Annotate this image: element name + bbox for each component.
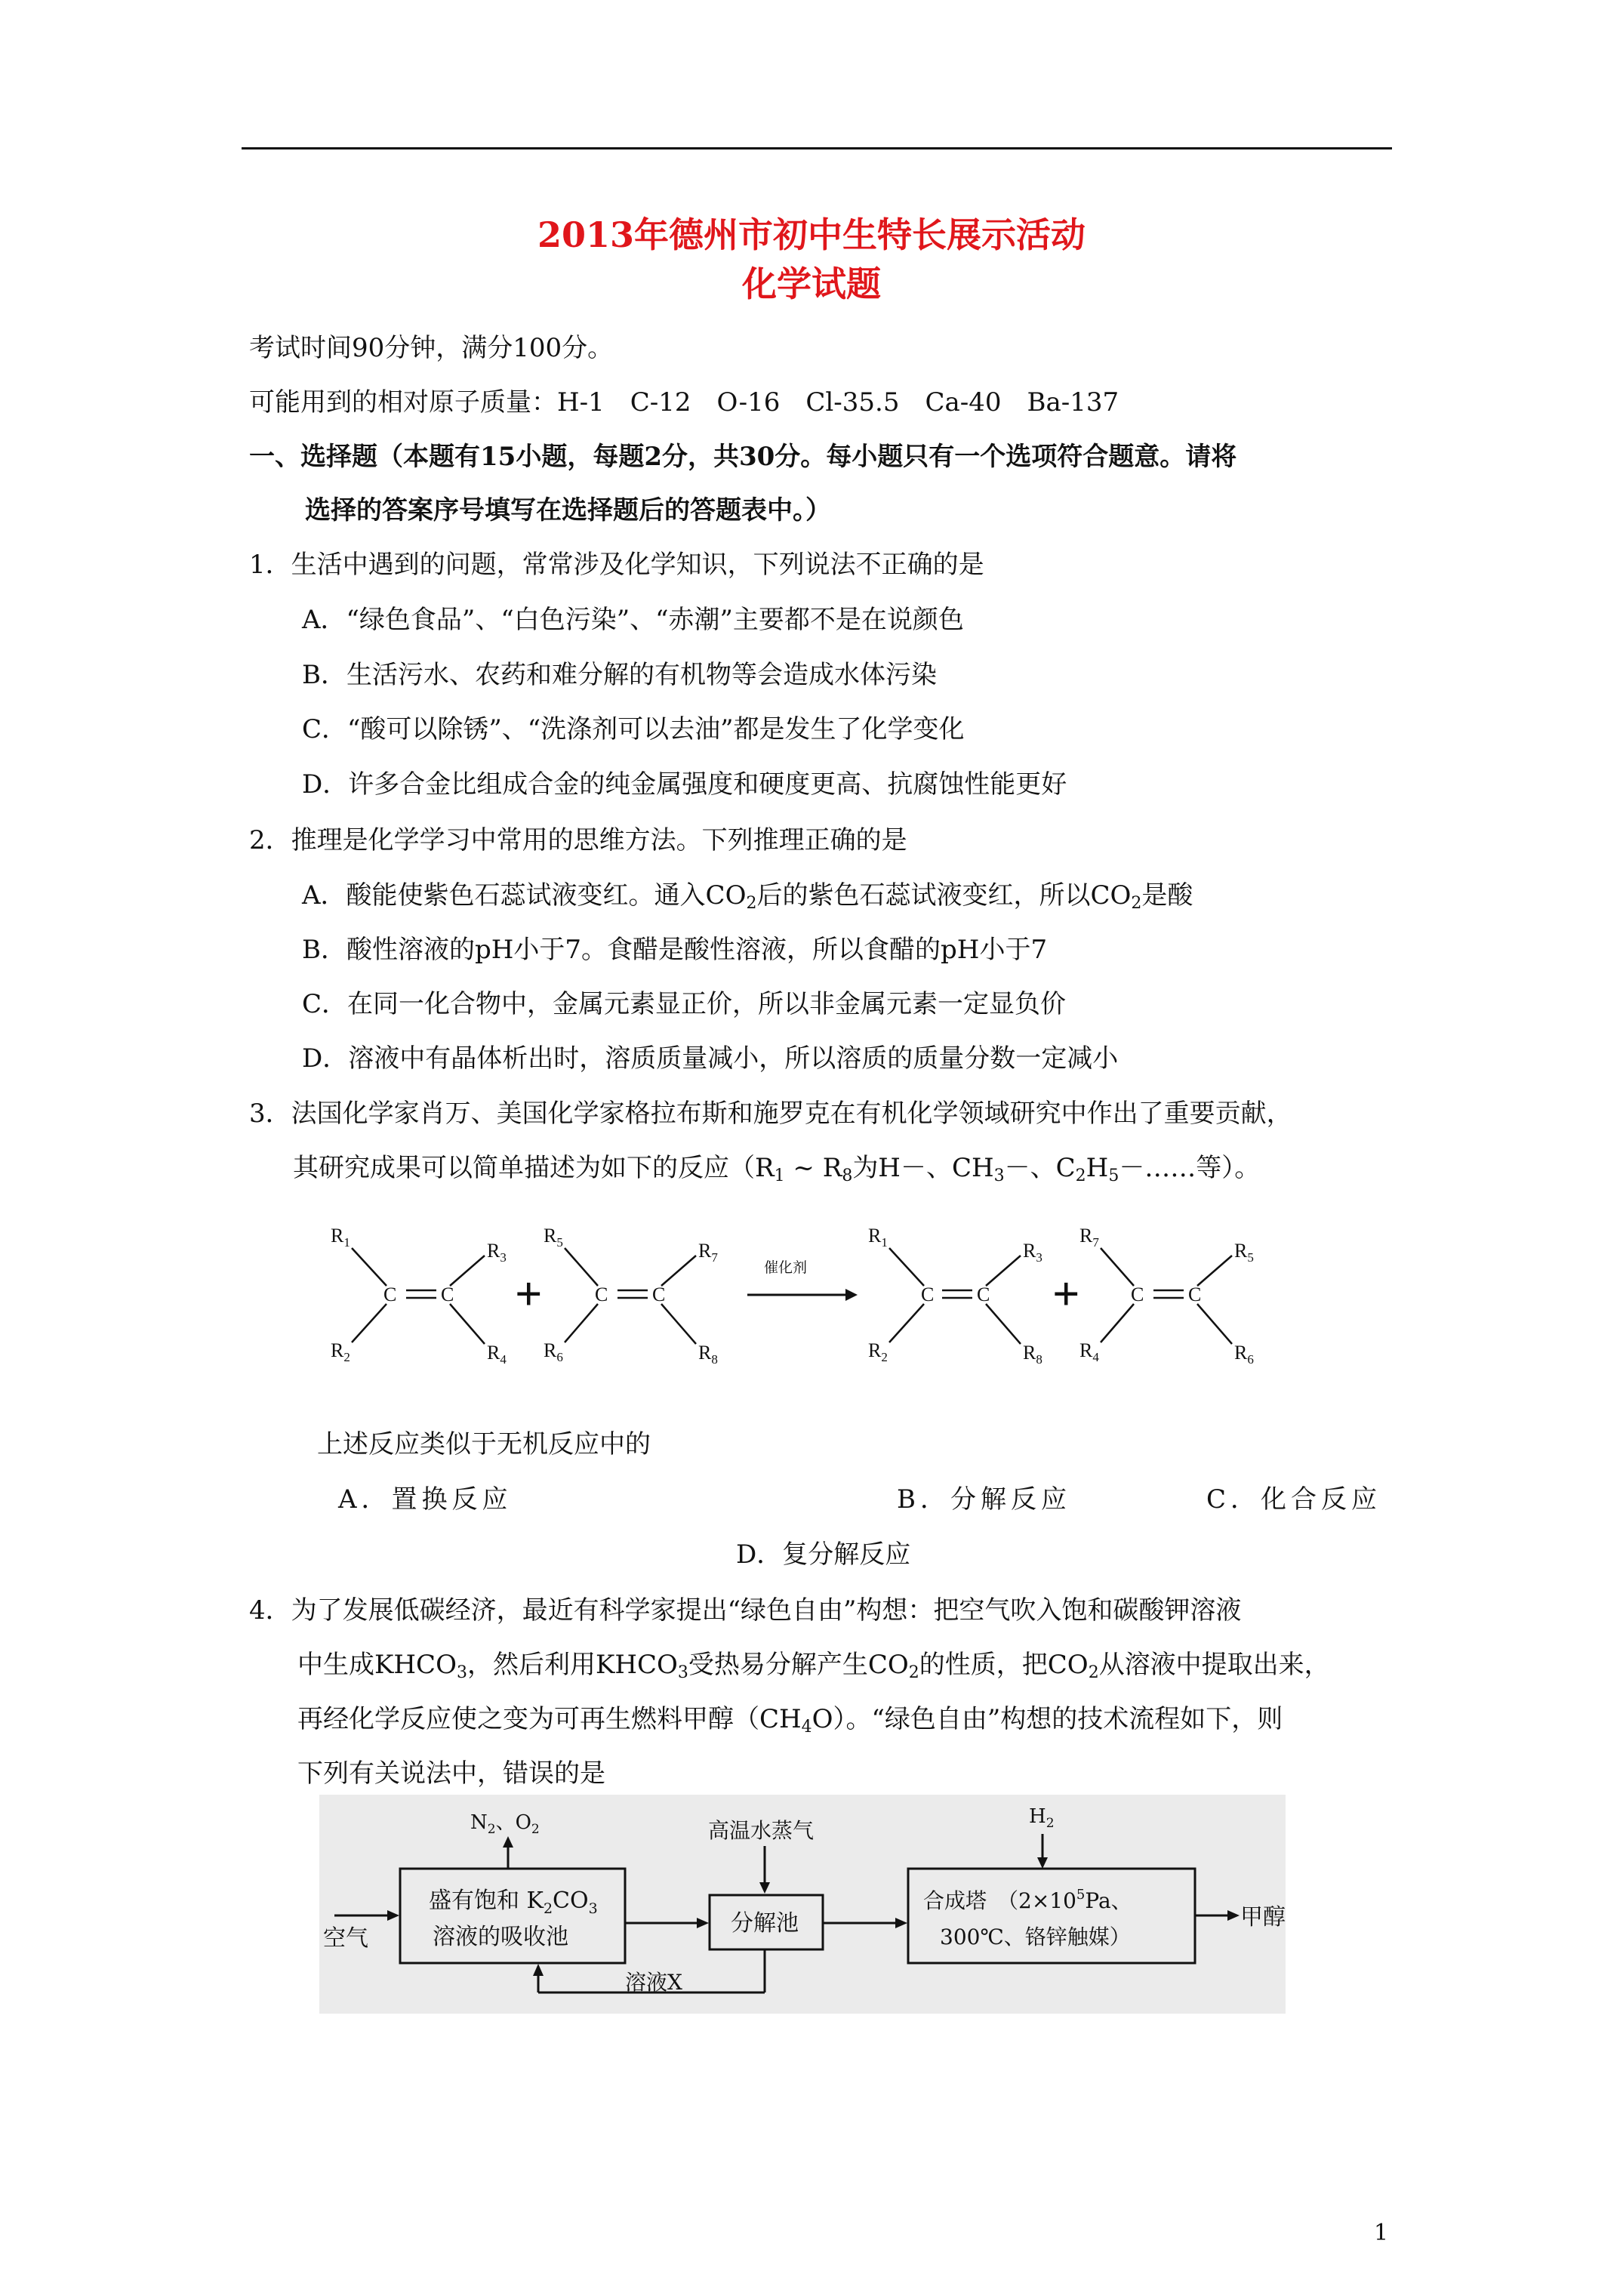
q3-stem: 3．法国化学家肖万、美国化学家格拉布斯和施罗克在有机化学领域研究中作出了重要贡献， (249, 1099, 1292, 1129)
svg-text:R1: $R_1$ (331, 1225, 350, 1250)
exam-time: 考试时间90分钟，满分100分。 (249, 333, 614, 363)
section-heading-cont: 选择的答案序号填写在选择题后的答题表中。） (305, 495, 831, 525)
svg-text:R2: $R_2$ (868, 1339, 888, 1364)
q3-option-a: A．置换反应 (338, 1484, 513, 1515)
svg-text:C: C (921, 1284, 935, 1305)
q4-stem-line2: 中生成$KHCO_3$，然后利用$KHCO_3$受热易分解产生$CO_2$的性质，把$CO_2$从溶液中提取出来， (297, 1650, 1330, 1682)
q3-followup: 上述反应类似于无机反应中的 (317, 1429, 651, 1459)
svg-text:C: C (1131, 1284, 1144, 1305)
svg-text:R3: $R_3$ (487, 1240, 507, 1265)
air-label: 空气 (323, 1925, 368, 1952)
plus-sign: + (515, 1267, 543, 1321)
q3-option-d: D．复分解反应 (736, 1539, 911, 1570)
atomic-masses: 可能用到的相对原子质量：H-1 C-12 O-16 Cl-35.5 Ca-40 Ba-137 (249, 387, 1119, 418)
svg-text:C: C (441, 1284, 454, 1305)
header-rule (242, 147, 1392, 149)
absorber-label-1: 盛有饱和 $K_2CO_3$ (429, 1888, 598, 1917)
svg-text:C: C (595, 1284, 608, 1305)
page-subtitle: 化学试题 (742, 264, 881, 304)
q1-stem: 1．生活中遇到的问题，常常涉及化学知识，下列说法不正确的是 (249, 550, 984, 580)
q3-option-c: C．化合反应 (1206, 1484, 1382, 1515)
q2-option-b: B．酸性溶液的pH小于7。食醋是酸性溶液，所以食醋的pH小于7 (302, 935, 1048, 965)
svg-text:R6: $R_6$ (1234, 1342, 1254, 1367)
svg-text:R3: $R_3$ (1023, 1240, 1042, 1265)
q4-stem: 4．为了发展低碳经济，最近有科学家提出“绿色自由”构想：把空气吹入饱和碳酸钾溶液 (249, 1595, 1242, 1626)
svg-text:R2: $R_2$ (331, 1339, 350, 1364)
svg-text:R7: $R_7$ (1079, 1225, 1099, 1250)
steam-label: 高温水蒸气 (708, 1818, 815, 1843)
q2-option-c: C．在同一化合物中，金属元素显正价，所以非金属元素一定显负价 (302, 989, 1067, 1019)
process-flowchart (319, 1795, 1286, 2014)
product-molecule-1 (868, 1225, 1042, 1367)
plus-sign-2: + (1052, 1267, 1080, 1321)
q4-stem-line3: 再经化学反应使之变为可再生燃料甲醇$(CH_4O)$。“绿色自由”构想的技术流程如下，则 (297, 1704, 1283, 1737)
tower-label-1: 合成塔 （$2\times 10^5Pa$、 (923, 1887, 1132, 1913)
q4-stem-line4: 下列有关说法中，错误的是 (297, 1758, 605, 1789)
methanol-label: 甲醇 (1240, 1904, 1286, 1931)
q3-option-b: B．分解反应 (897, 1484, 1071, 1515)
svg-text:R1: $R_1$ (868, 1225, 888, 1250)
reaction-diagram (317, 1219, 1313, 1378)
page-number: 1 (1374, 2220, 1389, 2246)
svg-text:R8: $R_8$ (1023, 1342, 1042, 1367)
svg-text:R6: $R_6$ (544, 1339, 563, 1364)
reactant-molecule-1 (331, 1225, 507, 1367)
svg-text:催化剂: 催化剂 (764, 1260, 808, 1276)
reaction-arrow (747, 1259, 858, 1301)
svg-text:R7: $R_7$ (698, 1240, 718, 1265)
svg-text:C: C (652, 1284, 666, 1305)
svg-text:C: C (1188, 1284, 1202, 1305)
q2-option-a: A．酸能使紫色石蕊试液变红。通入$CO_2$后的紫色石蕊试液变红，所以$CO_2$是酸 (302, 880, 1193, 913)
q1-option-a: A．“绿色食品”、“白色污染”、“赤潮”主要都不是在说颜色 (302, 605, 964, 635)
h2-label: $H_2$ (1029, 1805, 1055, 1831)
page-title: 2013年德州市初中生特长展示活动 (537, 214, 1086, 255)
n2-o2-label: $N_2$、$O_2$ (470, 1811, 540, 1837)
svg-text:R4: $R_4$ (487, 1342, 507, 1367)
decompose-label: 分解池 (731, 1910, 799, 1937)
svg-text:R5: $R_5$ (544, 1225, 563, 1250)
solution-x-label: 溶液X (625, 1970, 682, 1995)
section-heading: 一、选择题（本题有15小题，每题2分，共30分。每小题只有一个选项符合题意。请将 (249, 442, 1237, 472)
q3-stem-cont: 其研究成果可以简单描述为如下的反应（$R_1$ ~ $R_8$为H－、$CH_3-$、$C_2H_5-\dots\dots$等）。 (293, 1153, 1261, 1185)
tower-label-2: 300℃、铬锌触媒） (940, 1925, 1131, 1949)
q2-stem: 2．推理是化学学习中常用的思维方法。下列推理正确的是 (249, 825, 907, 855)
svg-text:C: C (383, 1284, 397, 1305)
absorber-label-2: 溶液的吸收池 (433, 1924, 568, 1950)
q2-option-d: D．溶液中有晶体析出时，溶质质量减小，所以溶质的质量分数一定减小 (302, 1043, 1119, 1074)
reactant-molecule-2 (544, 1225, 718, 1367)
svg-text:R4: $R_4$ (1079, 1339, 1099, 1364)
svg-text:R5: $R_5$ (1234, 1240, 1254, 1265)
product-molecule-2 (1079, 1225, 1254, 1367)
q1-option-c: C．“酸可以除锈”、“洗涤剂可以去油”都是发生了化学变化 (302, 714, 965, 744)
q1-option-d: D．许多合金比组成合金的纯金属强度和硬度更高、抗腐蚀性能更好 (302, 769, 1067, 800)
svg-text:C: C (977, 1284, 990, 1305)
q1-option-b: B．生活污水、农药和难分解的有机物等会造成水体污染 (302, 660, 937, 690)
svg-text:R8: $R_8$ (698, 1342, 718, 1367)
